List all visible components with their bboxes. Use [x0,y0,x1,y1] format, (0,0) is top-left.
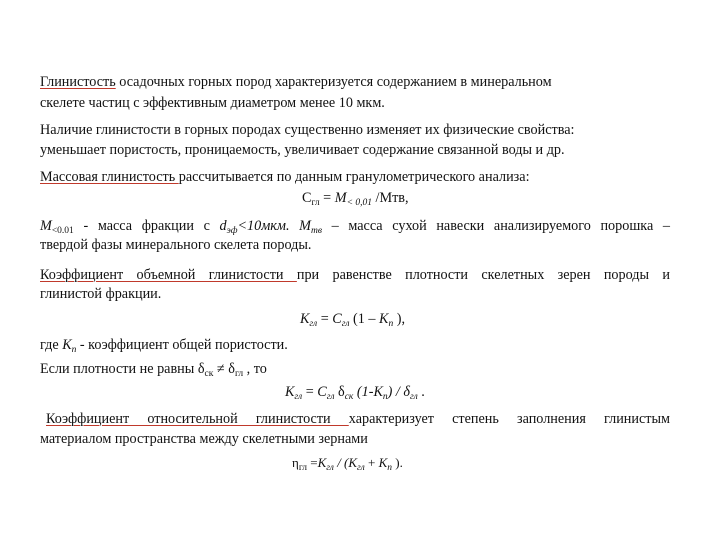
subscript: п [71,345,77,355]
formula-text: = [319,190,335,206]
paragraph-5-line-2: глинистой фракции. [40,286,162,302]
symbol: d [219,218,227,234]
formula-subscript: гл [326,463,334,473]
subscript: гл [234,369,244,379]
formula-text: ), [393,311,406,327]
text: при равенстве плотности скелетных зерен породы и [296,267,670,283]
formula-text: (1 – [349,311,380,327]
text: , то [243,361,267,377]
term-volume-clayiness: Коэффициент объемной глинистости [40,267,297,283]
paragraph-4-line-2: твердой фазы минерального скелета породы. [40,237,312,253]
formula-clayiness-unequal-density [285,384,425,402]
formula-subscript: п [387,463,392,473]
paragraph-3 [40,168,530,186]
formula-volume-clayiness [300,311,405,329]
subscript: <0.01 [51,226,74,236]
formula-text: / ( [333,455,349,470]
formula-text: (1- [353,384,374,400]
formula-symbol: К [317,455,327,470]
formula-symbol: К [378,455,388,470]
paragraph-5-line-1 [40,266,670,284]
formula-subscript: гл [294,392,303,402]
symbol: М [40,218,52,234]
formula-relative-clayiness [292,455,403,473]
subscript: эф [226,226,238,236]
formula-symbol: К [285,384,295,400]
formula-subscript: п [388,319,394,329]
formula-subscript: гл [298,463,307,473]
formula-symbol: С [302,190,312,206]
formula-subscript: ск [344,392,354,402]
text: рассчитывается по данным гранулометрического анализа: [178,169,530,185]
text: - коэффициент общей пористости. [76,337,288,353]
formula-text: . [417,384,425,400]
formula-subscript: гл [311,198,320,208]
text: - масса фракции с [73,218,220,234]
text: характеризует степень заполнения глинистым [348,411,670,427]
formula-text: ). [392,455,403,470]
formula-subscript: гл [357,463,365,473]
paragraph-7 [40,360,267,383]
paragraph-2-line-2: уменьшает пористость, проницаемость, увеличивает содержание связанной воды и др. [40,142,565,158]
formula-text: = [317,311,333,327]
formula-subscript: гл [309,319,318,329]
text: Если плотности не равны δ [40,361,205,377]
subscript: ск [204,369,214,379]
formula-text: = [306,455,318,470]
formula-text: /Мтв, [371,190,409,206]
formula-symbol: К [348,455,358,470]
term-mass-clayiness: Массовая глинистость [40,169,179,185]
formula-subscript: п [382,392,388,402]
paragraph-1-line-2: скелете частиц с эффективным диаметром менее 10 мкм. [40,95,385,111]
paragraph-1-line-1 [40,73,552,91]
formula-symbol: К [300,311,310,327]
formula-subscript: < 0,01 [346,198,372,208]
paragraph-6 [40,336,288,359]
formula-text: ) / δ [387,384,410,400]
text: <10мкм. [237,218,300,234]
formula-subscript: гл [410,392,418,402]
subscript: тв [310,226,322,236]
paragraph-2-line-1: Наличие глинистости в горных породах существенно изменяет их физические свойства: [40,122,575,138]
term-relative-clayiness: Коэффициент относительной глинистости [46,411,349,427]
text: – масса сухой навески анализируемого порошка – [321,218,670,234]
formula-symbol: К [379,311,389,327]
formula-symbol: М [334,190,347,206]
formula-subscript: гл [341,319,350,329]
formula-symbol: С [332,311,342,327]
formula-text: δ [334,384,345,400]
formula-symbol: η [292,455,299,470]
text: ≠ δ [213,361,235,377]
symbol: М [299,218,311,234]
paragraph-8-line-2: материалом пространства между скелетными зернами [40,431,368,447]
text: где [40,337,63,353]
formula-symbol: С [317,384,327,400]
formula-text: = [302,384,318,400]
formula-symbol: К [373,384,383,400]
formula-mass-clayiness [302,190,409,208]
symbol: К [62,337,72,353]
term-clayiness: Глинистость [40,74,116,90]
formula-text: + [364,455,379,470]
paragraph-8-line-1 [40,410,670,428]
formula-subscript: гл [326,392,335,402]
text: осадочных горных пород характеризуется содержанием в минеральном [115,74,552,90]
